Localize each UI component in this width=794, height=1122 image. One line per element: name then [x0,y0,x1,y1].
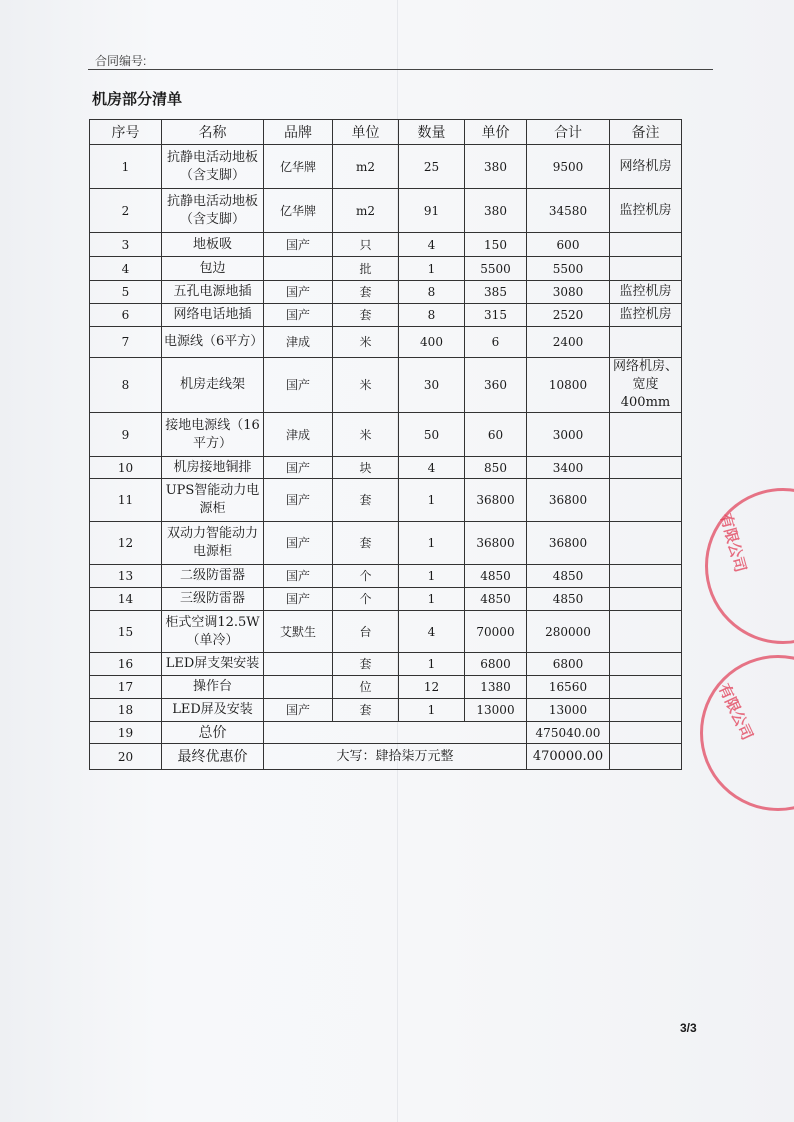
cell-qty: 4 [399,233,465,257]
cell-total: 10800 [527,358,610,413]
cell-no: 18 [90,699,162,722]
table-header-row [90,120,682,145]
cell-note: 监控机房 [610,304,682,327]
final-no: 20 [90,744,162,770]
cell-unit: 米 [333,413,399,457]
table-row [90,522,682,565]
cell-no: 3 [90,233,162,257]
cell-total: 6800 [527,653,610,676]
cell-qty: 1 [399,653,465,676]
cell-no: 12 [90,522,162,565]
table-row [90,257,682,281]
cell-unit: m2 [333,145,399,189]
total-no: 19 [90,722,162,744]
cell-brand: 艾默生 [264,611,333,653]
cell-unit-price: 850 [465,457,527,479]
cell-brand [264,653,333,676]
table-row [90,479,682,522]
cell-brand: 国产 [264,233,333,257]
seal-text: 有限公司 [714,680,757,743]
cell-note [610,413,682,457]
cell-note [610,676,682,699]
cell-total: 3400 [527,457,610,479]
cell-qty: 1 [399,479,465,522]
cell-name: 五孔电源地插 [162,281,264,304]
final-amount: 470000.00 [527,744,610,770]
table-row [90,189,682,233]
cell-total: 2400 [527,327,610,358]
cell-note: 网络机房 [610,145,682,189]
cell-qty: 25 [399,145,465,189]
cell-unit-price: 150 [465,233,527,257]
table-row [90,145,682,189]
cell-brand: 津成 [264,327,333,358]
cell-unit: 只 [333,233,399,257]
cell-name: 电源线（6平方） [162,327,264,358]
cell-unit-price: 385 [465,281,527,304]
cell-total: 280000 [527,611,610,653]
cell-name: LED屏及安装 [162,699,264,722]
cell-note [610,233,682,257]
table-row [90,699,682,722]
cell-qty: 4 [399,457,465,479]
col-header: 备注 [610,120,682,145]
cell-name: 柜式空调12.5W（单冷） [162,611,264,653]
table-row [90,457,682,479]
cell-unit: 套 [333,522,399,565]
cell-unit: 块 [333,457,399,479]
cell-brand: 亿华牌 [264,145,333,189]
cell-unit: 米 [333,358,399,413]
cell-no: 14 [90,588,162,611]
cell-unit-price: 4850 [465,565,527,588]
cell-note: 网络机房、宽度400mm [610,358,682,413]
total-label: 总价 [162,722,264,744]
cell-name: 机房走线架 [162,358,264,413]
cell-brand [264,676,333,699]
cell-brand: 国产 [264,304,333,327]
cell-qty: 12 [399,676,465,699]
cell-unit-price: 6800 [465,653,527,676]
cell-brand: 国产 [264,358,333,413]
cell-unit: 套 [333,479,399,522]
cell-name: 接地电源线（16平方） [162,413,264,457]
cell-total: 16560 [527,676,610,699]
cell-no: 1 [90,145,162,189]
cell-brand: 国产 [264,588,333,611]
cell-unit-price: 36800 [465,479,527,522]
cell-brand: 国产 [264,479,333,522]
cell-total: 3000 [527,413,610,457]
cell-qty: 1 [399,522,465,565]
cell-note [610,479,682,522]
cell-unit: 批 [333,257,399,281]
cell-note [610,257,682,281]
cell-unit-price: 36800 [465,522,527,565]
cell-no: 17 [90,676,162,699]
seal-text: 有限公司 [716,511,750,575]
page-number: 3/3 [680,1021,697,1035]
cell-no: 11 [90,479,162,522]
cell-name: 网络电话地插 [162,304,264,327]
cell-note: 监控机房 [610,281,682,304]
total-row [90,722,682,744]
cell-note [610,588,682,611]
cell-no: 10 [90,457,162,479]
cell-name: 地板吸 [162,233,264,257]
cell-qty: 4 [399,611,465,653]
cell-note [610,653,682,676]
col-header: 名称 [162,120,264,145]
cell-name: 操作台 [162,676,264,699]
cell-unit: 套 [333,281,399,304]
cell-total: 36800 [527,479,610,522]
cell-qty: 30 [399,358,465,413]
cell-unit-price: 380 [465,189,527,233]
table-row [90,281,682,304]
cell-name: 抗静电活动地板（含支脚） [162,145,264,189]
cell-unit-price: 4850 [465,588,527,611]
final-label: 最终优惠价 [162,744,264,770]
cell-total: 9500 [527,145,610,189]
cell-name: 机房接地铜排 [162,457,264,479]
table-row [90,676,682,699]
cell-unit: m2 [333,189,399,233]
cell-unit-price: 380 [465,145,527,189]
cell-unit-price: 6 [465,327,527,358]
cell-no: 9 [90,413,162,457]
equipment-table [89,119,682,770]
cell-total: 4850 [527,588,610,611]
cell-note [610,565,682,588]
cell-qty: 1 [399,565,465,588]
cell-name: 抗静电活动地板（含支脚） [162,189,264,233]
cell-unit-price: 60 [465,413,527,457]
cell-total: 600 [527,233,610,257]
cell-qty: 8 [399,304,465,327]
cell-note [610,522,682,565]
total-amount: 475040.00 [527,722,610,744]
cell-no: 15 [90,611,162,653]
cell-total: 34580 [527,189,610,233]
cell-name: 三级防雷器 [162,588,264,611]
col-header: 单位 [333,120,399,145]
table-row [90,358,682,413]
table-row [90,327,682,358]
table-row [90,304,682,327]
cell-note [610,457,682,479]
cell-unit: 套 [333,699,399,722]
cell-brand: 国产 [264,699,333,722]
cell-unit-price: 13000 [465,699,527,722]
cell-qty: 1 [399,257,465,281]
cell-note [610,699,682,722]
table-row [90,565,682,588]
table-row [90,653,682,676]
cell-note [610,611,682,653]
cell-name: 双动力智能动力电源柜 [162,522,264,565]
cell-name: UPS智能动力电源柜 [162,479,264,522]
cell-no: 5 [90,281,162,304]
cell-unit: 个 [333,588,399,611]
total-blank [264,722,527,744]
cell-total: 4850 [527,565,610,588]
final-note [610,744,682,770]
table-row [90,413,682,457]
cell-unit: 个 [333,565,399,588]
cell-note: 监控机房 [610,189,682,233]
col-header: 合计 [527,120,610,145]
cell-brand [264,257,333,281]
cell-total: 2520 [527,304,610,327]
cell-unit-price: 5500 [465,257,527,281]
col-header: 序号 [90,120,162,145]
cell-brand: 津成 [264,413,333,457]
cell-brand: 亿华牌 [264,189,333,233]
cell-unit: 台 [333,611,399,653]
cell-no: 7 [90,327,162,358]
cell-qty: 1 [399,699,465,722]
cell-unit-price: 70000 [465,611,527,653]
cell-unit-price: 315 [465,304,527,327]
cell-unit: 套 [333,653,399,676]
col-header: 品牌 [264,120,333,145]
cell-no: 13 [90,565,162,588]
cell-unit: 米 [333,327,399,358]
cell-name: 二级防雷器 [162,565,264,588]
cell-no: 2 [90,189,162,233]
cell-unit: 位 [333,676,399,699]
total-note [610,722,682,744]
cell-no: 4 [90,257,162,281]
final-uppercase-amount: 大写：肆拾柒万元整 [264,744,527,770]
cell-qty: 1 [399,588,465,611]
cell-qty: 400 [399,327,465,358]
cell-unit: 套 [333,304,399,327]
cell-brand: 国产 [264,457,333,479]
cell-no: 16 [90,653,162,676]
cell-total: 36800 [527,522,610,565]
col-header: 单价 [465,120,527,145]
cell-unit-price: 1380 [465,676,527,699]
cell-total: 5500 [527,257,610,281]
cell-no: 6 [90,304,162,327]
cell-brand: 国产 [264,565,333,588]
cell-note [610,327,682,358]
table-row [90,233,682,257]
cell-name: 包边 [162,257,264,281]
cell-total: 3080 [527,281,610,304]
cell-qty: 91 [399,189,465,233]
final-price-row [90,744,682,770]
table-row [90,611,682,653]
table-row [90,588,682,611]
cell-total: 13000 [527,699,610,722]
cell-unit-price: 360 [465,358,527,413]
cell-brand: 国产 [264,522,333,565]
cell-brand: 国产 [264,281,333,304]
header-rule [88,69,713,70]
cell-no: 8 [90,358,162,413]
cell-name: LED屏支架安装 [162,653,264,676]
col-header: 数量 [399,120,465,145]
cell-qty: 8 [399,281,465,304]
contract-number-label: 合同编号: [95,54,147,68]
section-title: 机房部分清单 [92,91,183,108]
cell-qty: 50 [399,413,465,457]
